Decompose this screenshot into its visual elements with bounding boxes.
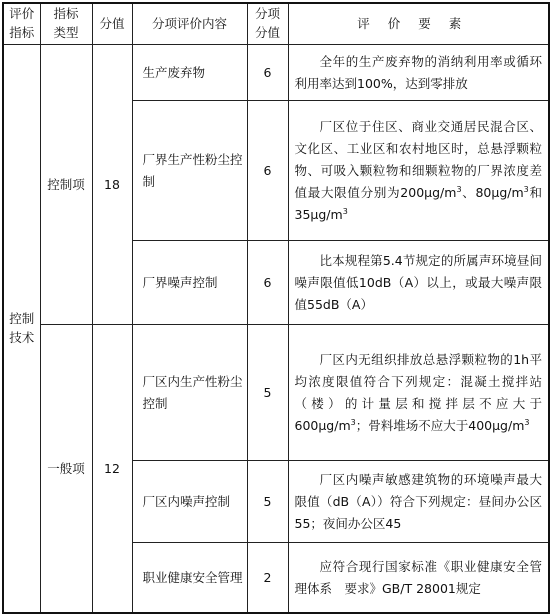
header-indicator: 评价 指标 bbox=[3, 3, 40, 45]
item-label: 生产废弃物 bbox=[132, 45, 247, 101]
item-requirement: 比本规程第5.4节规定的所属声环境昼间噪声限值低10dB（A）以上，或最大噪声限值55dB（A） bbox=[288, 241, 549, 325]
evaluation-table bbox=[2, 2, 550, 614]
group-type: 控制项 bbox=[40, 45, 92, 325]
item-requirement: 应符合现行国家标准《职业健康安全管理体系 要求》GB/T 28001规定 bbox=[288, 543, 549, 613]
group-score: 18 bbox=[92, 45, 132, 325]
item-score: 6 bbox=[247, 101, 288, 241]
item-score: 5 bbox=[247, 325, 288, 461]
group-type: 一般项 bbox=[40, 325, 92, 613]
item-requirement: 厂区内无组织排放总悬浮颗粒物的1h平均浓度限值符合下列规定：混凝土搅拌站（楼）的计量层和搅拌层不应大于$600\mu g/m^3$；骨料堆场不应大于$400\mu g/m^3$ bbox=[288, 325, 549, 461]
item-label: 厂界生产性粉尘控制 bbox=[132, 101, 247, 241]
indicator-cell: 控制 技术 bbox=[3, 45, 40, 613]
header-item: 分项评价内容 bbox=[132, 3, 247, 45]
item-score: 6 bbox=[247, 45, 288, 101]
header-score: 分值 bbox=[92, 3, 132, 45]
header-row bbox=[3, 3, 549, 45]
item-label: 厂区内噪声控制 bbox=[132, 461, 247, 543]
item-label: 厂界噪声控制 bbox=[132, 241, 247, 325]
group-score: 12 bbox=[92, 325, 132, 613]
table-row bbox=[3, 325, 549, 461]
item-requirement: 厂区内噪声敏感建筑物的环境噪声最大限值（dB（A））符合下列规定：昼间办公区55；夜间办公区45 bbox=[288, 461, 549, 543]
item-label: 职业健康安全管理 bbox=[132, 543, 247, 613]
item-score: 6 bbox=[247, 241, 288, 325]
item-label: 厂区内生产性粉尘控制 bbox=[132, 325, 247, 461]
item-score: 5 bbox=[247, 461, 288, 543]
table-row bbox=[3, 45, 549, 101]
header-type: 指标 类型 bbox=[40, 3, 92, 45]
header-item-score: 分项 分值 bbox=[247, 3, 288, 45]
item-score: 2 bbox=[247, 543, 288, 613]
header-elements: 评价要素 bbox=[288, 3, 549, 45]
item-requirement: 厂区位于住区、商业交通居民混合区、文化区、工业区和农村地区时，总悬浮颗粒物、可吸入颗粒物和细颗粒物的厂界浓度差值最大限值分别为$200\mu g/m^3$、$80\mu g/m^3$和$35\mu g/m^3$ bbox=[288, 101, 549, 241]
item-requirement: 全年的生产废弃物的消纳利用率或循环利用率达到100%，达到零排放 bbox=[288, 45, 549, 101]
